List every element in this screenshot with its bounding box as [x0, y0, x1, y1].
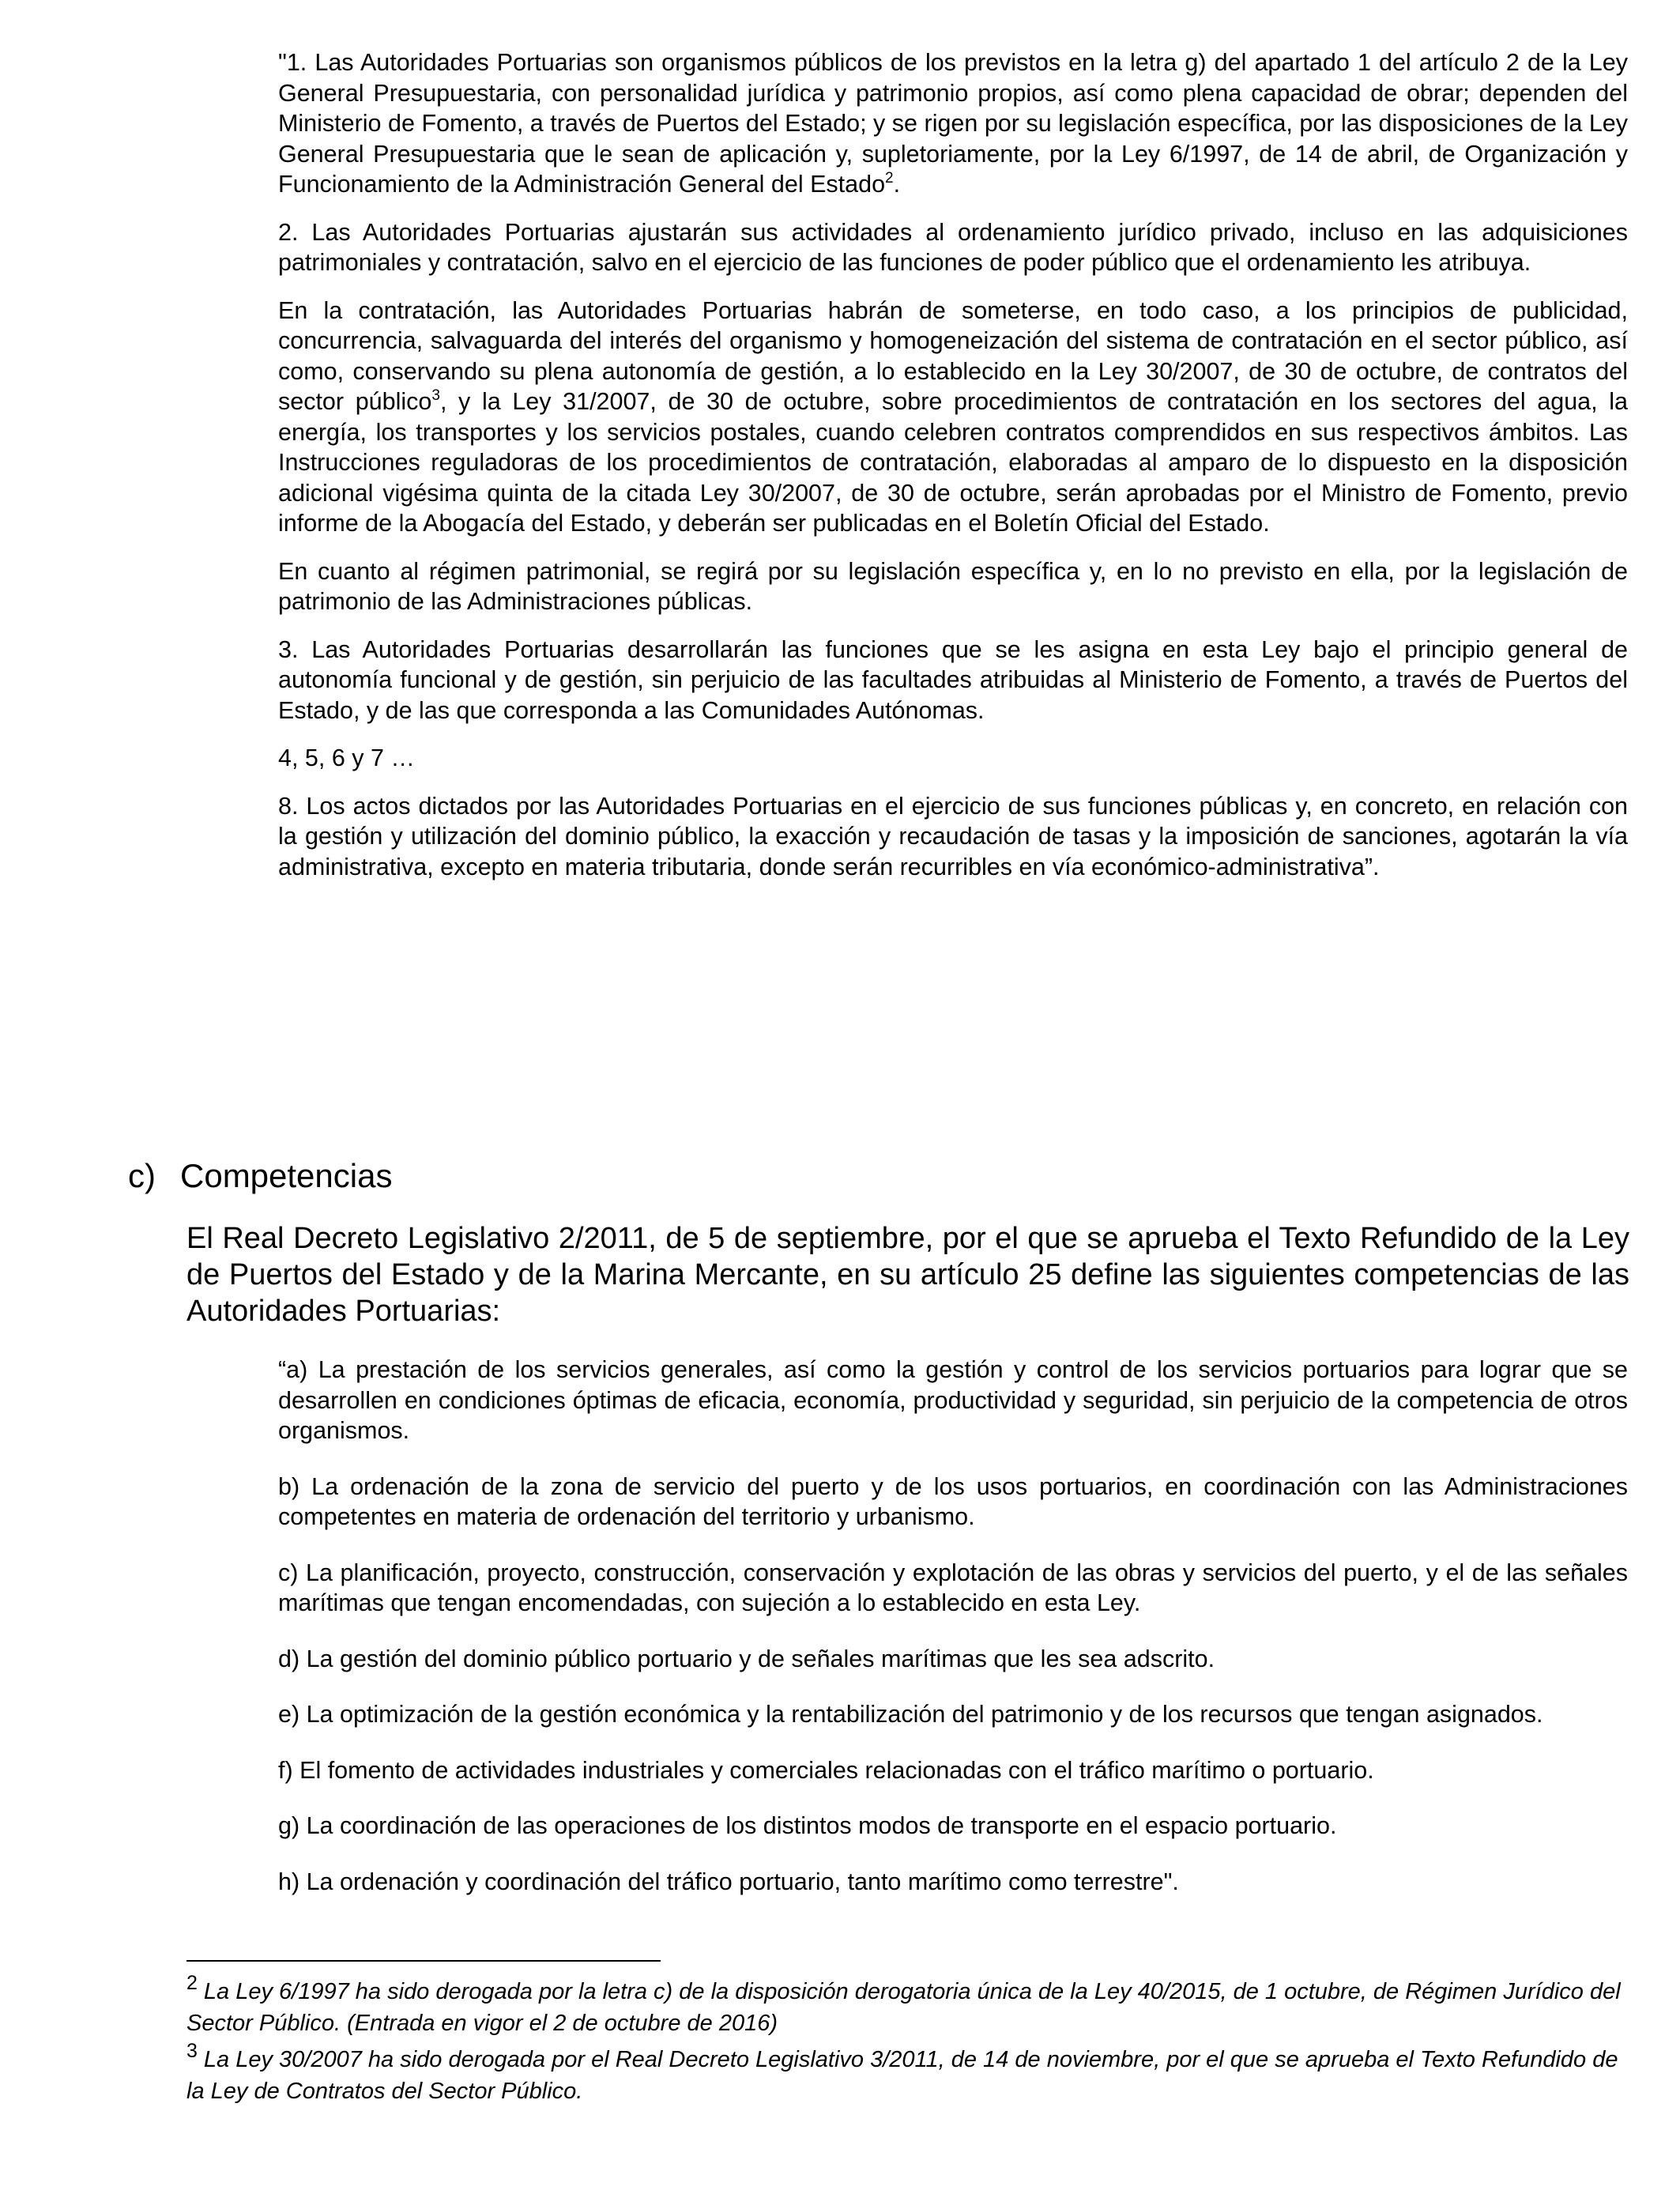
competencia-item: b) La ordenación de la zona de servicio del puerto y de los usos portuarios, en coordinación con las Administraciones competentes en materia de ordenación del territorio y urbanismo. — [278, 1472, 1628, 1530]
competencia-item: f) El fomento de actividades industriales y comerciales relacionadas con el tráfico marítimo o portuario. — [278, 1756, 1374, 1784]
competencia-item: d) La gestión del dominio público portuario y de señales marítimas que les sea adscrito. — [278, 1645, 1215, 1672]
quote-paragraph-4: En cuanto al régimen patrimonial, se regirá por su legislación específica y, en lo no previsto en ella, por la legislación de patrimonio de las Administraciones públicas. — [278, 557, 1628, 615]
footnote-3 — [186, 2040, 1629, 2107]
section-heading — [128, 1155, 392, 1197]
quote-paragraph-5: 3. Las Autoridades Portuarias desarrollarán las funciones que se les asigna en esta Ley bajo el principio general de autonomía funcional y de gestión, sin perjuicio de las facultades atribuidas al Ministerio de Fomento, a través de Puertos del Estado, y de las que corresponda a las Comunidades Autónomas. — [278, 635, 1628, 724]
footnote-text: La Ley 6/1997 ha sido derogada por la letra c) de la disposición derogatoria única de la Ley 40/2015, de 1 octubre, de Régimen Jurídico del Sector Público. (Entrada en vigor el 2 de octubre de 2016) — [186, 1979, 1621, 2036]
quote-paragraph-7: 8. Los actos dictados por las Autoridades Portuarias en el ejercicio de sus funciones públicas y, en concreto, en relación con la gestión y utilización del dominio público, la exacción y recaudación de tasas y la imposición de sanciones, agotarán la vía administrativa, excepto en materia tributaria, donde serán recurribles en vía económico-administrativa”. — [278, 792, 1628, 880]
footnote-mark: 3 — [186, 2040, 198, 2062]
quote-paragraph-6: 4, 5, 6 y 7 … — [278, 745, 415, 771]
footnote-ref-2[interactable]: 2 — [885, 170, 894, 187]
quote-paragraph-1-text: "1. Las Autoridades Portuarias son organismos públicos de los previstos en la letra g) del apartado 1 del artículo 2 de la Ley General Presupuestaria, con personalidad jurídica y patrimonio propios, así como plena capacidad de obrar; dependen del Ministerio de Fomento, a través de Puertos del Estado; y se rigen por su legislación específica, por las disposiciones de la Ley General Presupuestaria que le sean de aplicación y, supletoriamente, por la Ley 6/1997, de 14 de abril, de Organización y Funcionamiento de la Administración General del Estado — [278, 49, 1628, 198]
quote-paragraph-3-text-b: , y la Ley 31/2007, de 30 de octubre, sobre procedimientos de contratación en los sectores del agua, la energía, los transportes y los servicios postales, cuando celebren contratos comprendidos en sus respectivos ámbitos. Las Instrucciones reguladoras de los procedimientos de contratación, elaboradas al amparo de lo dispuesto en la disposición adicional vigésima quinta de la citada Ley 30/2007, de 30 de octubre, serán aprobadas por el Ministro de Fomento, previo informe de la Abogacía del Estado, y deberán ser publicadas en el Boletín Oficial del Estado. — [278, 388, 1628, 537]
quote-paragraph-1 — [278, 47, 1628, 200]
section-intro: El Real Decreto Legislativo 2/2011, de 5 de septiembre, por el que se aprueba el Texto Refundido de la Ley de Puertos del Estado y de la Marina Mercante, en su artículo 25 define las siguientes competencias de las Autoridades Portuarias: — [186, 1222, 1629, 1328]
footnotes — [186, 1972, 1629, 2112]
competencia-item: e) La optimización de la gestión económica y la rentabilización del patrimonio y de los recursos que tengan asignados. — [278, 1701, 1543, 1728]
footnote-2 — [186, 1972, 1629, 2039]
competencia-item: “a) La prestación de los servicios generales, así como la gestión y control de los servicios portuarios para lograr que se desarrollen en condiciones óptimas de eficacia, economía, productividad y seguridad, sin perjuicio de la competencia de otros organismos. — [278, 1356, 1628, 1444]
competencias-list — [278, 1355, 1628, 1897]
article-quote-block — [278, 47, 1628, 882]
section-marker: c) — [128, 1157, 156, 1194]
quote-paragraph-3-text-a: En la contratación, las Autoridades Portuarias habrán de someterse, en todo caso, a los principios de publicidad, concurrencia, salvaguarda del interés del organismo y homogeneización del sistema de contratación en el sector público, así como, conservando su plena autonomía de gestión, a lo establecido en la Ley 30/2007, de 30 de octubre, de contratos del sector público — [278, 296, 1628, 415]
competencia-item: c) La planificación, proyecto, construcción, conservación y explotación de las obras y servicios del puerto, y el de las señales marítimas que tengan encomendadas, con sujeción a lo establecido en esta Ley. — [278, 1559, 1628, 1616]
competencia-item: h) La ordenación y coordinación del tráfico portuario, tanto marítimo como terrestre". — [278, 1868, 1179, 1895]
quote-paragraph-1-end: . — [893, 171, 901, 198]
competencia-item: g) La coordinación de las operaciones de los distintos modos de transporte en el espacio portuario. — [278, 1812, 1337, 1839]
footnote-ref-3[interactable]: 3 — [431, 387, 440, 404]
quote-paragraph-3 — [278, 296, 1628, 539]
footnote-separator — [186, 1960, 661, 1962]
quote-paragraph-2: 2. Las Autoridades Portuarias ajustarán sus actividades al ordenamiento jurídico privado, incluso en las adquisiciones patrimoniales y contratación, salvo en el ejercicio de las funciones de poder público que el ordenamiento les atribuya. — [278, 218, 1628, 276]
footnote-text: La Ley 30/2007 ha sido derogada por el Real Decreto Legislativo 3/2011, de 14 de noviembre, por el que se aprueba el Texto Refundido de la Ley de Contratos del Sector Público. — [186, 2047, 1618, 2104]
section-title: Competencias — [180, 1157, 393, 1194]
footnote-mark: 2 — [186, 1972, 198, 1994]
